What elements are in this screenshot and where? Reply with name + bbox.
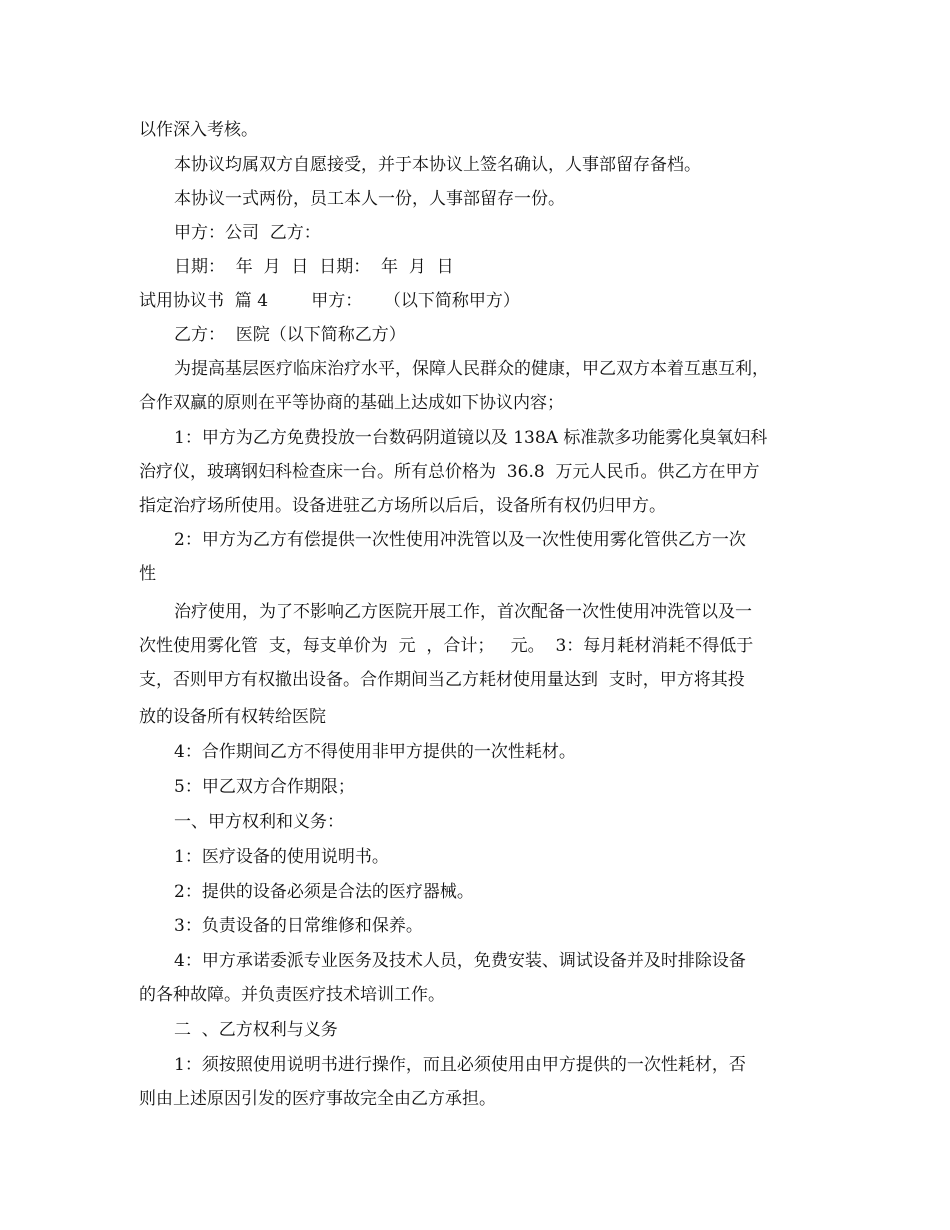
clause-line: 指定治疗场所使用。设备进驻乙方场所以后后，设备所有权仍归甲方。 bbox=[139, 496, 666, 516]
clause-line: 4：甲方承诺委派专业医务及技术人员，免费安装、调试设备并及时排除设备 bbox=[174, 951, 746, 971]
clause-line: 性 bbox=[139, 564, 156, 584]
clause-line: 1：须按照使用说明书进行操作，而且必须使用由甲方提供的一次性耗材，否 bbox=[174, 1055, 746, 1075]
clause-line: 2：提供的设备必须是合法的医疗器械。 bbox=[174, 882, 474, 902]
clause-line: 1：医疗设备的使用说明书。 bbox=[174, 847, 389, 867]
paragraph-line: 为提高基层医疗临床治疗水平，保障人民群众的健康，甲乙双方本着互惠互利， bbox=[174, 359, 769, 379]
section-heading: 二 、乙方权利与义务 bbox=[174, 1020, 338, 1040]
section-heading: 一、甲方权利和义务： bbox=[174, 812, 344, 832]
clause-line: 放的设备所有权转给医院 bbox=[139, 707, 326, 727]
date-line: 日期： 年 月 日 日期： 年 月 日 bbox=[174, 257, 454, 277]
clause-line: 5：甲乙双方合作期限； bbox=[174, 777, 355, 797]
clause-line: 2：甲方为乙方有偿提供一次性使用冲洗管以及一次性使用雾化管供乙方一次 bbox=[174, 530, 746, 550]
section-heading: 试用协议书 篇 4 甲方： （以下简称甲方） bbox=[139, 291, 520, 311]
paragraph-line: 合作双赢的原则在平等协商的基础上达成如下协议内容； bbox=[139, 393, 564, 413]
clause-line: 治疗仪，玻璃钢妇科检查床一台。所有总价格为 36.8 万元人民币。供乙方在甲方 bbox=[139, 462, 760, 482]
paragraph-line: 乙方： 医院（以下简称乙方） bbox=[174, 325, 406, 345]
clause-line: 次性使用雾化管 支，每支单价为 元 ，合计； 元。 3：每月耗材消耗不得低于 bbox=[139, 636, 754, 656]
clause-line: 1：甲方为乙方免费投放一台数码阴道镜以及 138A 标准款多功能雾化臭氧妇科 bbox=[174, 428, 768, 448]
clause-line: 则由上述原因引发的医疗事故完全由乙方承担。 bbox=[139, 1089, 496, 1109]
clause-line: 4：合作期间乙方不得使用非甲方提供的一次性耗材。 bbox=[174, 742, 576, 762]
paragraph-line: 以作深入考核。 bbox=[139, 120, 258, 140]
paragraph-line: 本协议一式两份，员工本人一份，人事部留存一份。 bbox=[174, 189, 565, 209]
clause-line: 治疗使用，为了不影响乙方医院开展工作，首次配备一次性使用冲洗管以及一 bbox=[174, 602, 752, 622]
signature-line: 甲方：公司 乙方： bbox=[174, 223, 321, 243]
clause-line: 支，否则甲方有权撤出设备。合作期间当乙方耗材使用量达到 支时，甲方将其投 bbox=[139, 670, 745, 690]
clause-line: 的各种故障。并负责医疗技术培训工作。 bbox=[139, 985, 445, 1005]
clause-line: 3：负责设备的日常维修和保养。 bbox=[174, 916, 423, 936]
paragraph-line: 本协议均属双方自愿接受，并于本协议上签名确认，人事部留存备档。 bbox=[174, 155, 701, 175]
